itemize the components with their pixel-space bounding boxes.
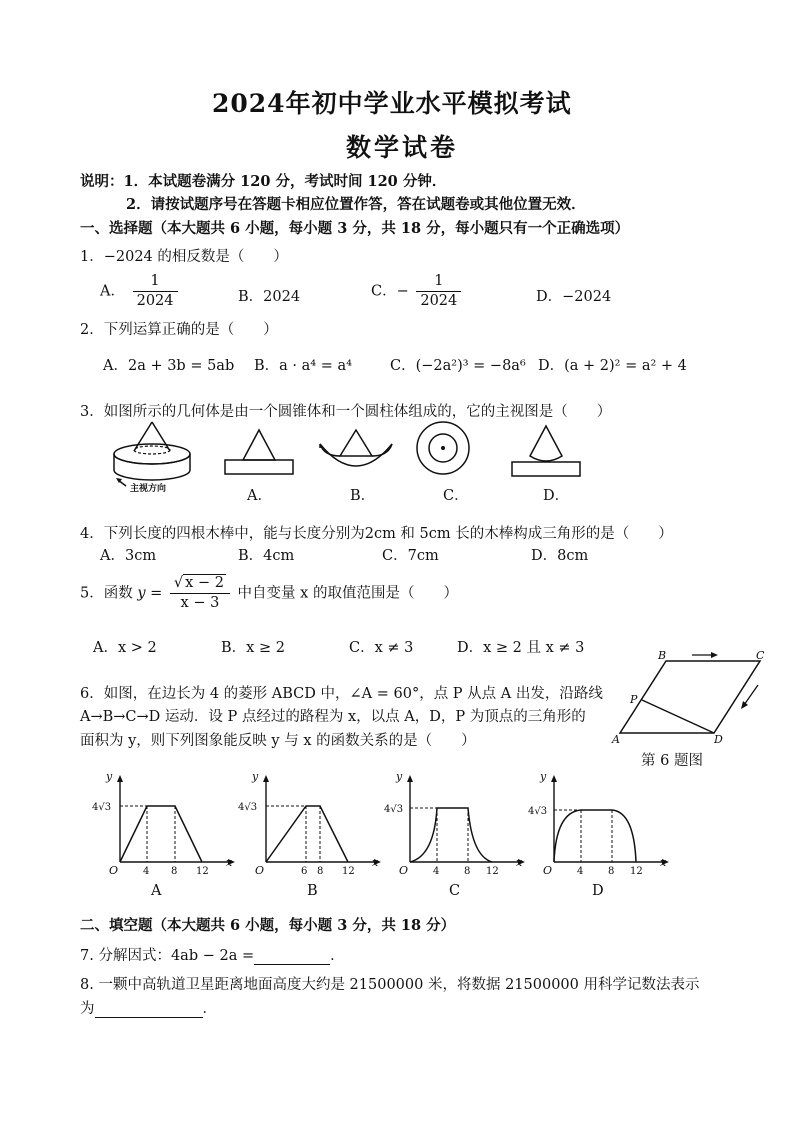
notes-line-1 [80,170,446,191]
graph-b-tick-2: 8 [317,866,324,877]
q4-option-c: C．7cm [382,548,439,564]
graph-d-tick-3: 12 [630,866,643,877]
q5-stem-post: 中自变量 x 的取值范围是（ ） [237,585,458,602]
q7 [80,944,345,965]
q6-line-3: 面积为 y，则下列图象能反映 y 与 x 的函数关系的是（ ） [80,733,476,749]
graph-a-tick-1: 4 [143,866,150,877]
q1-c-den: 2024 [420,293,458,309]
q8-line-1: 8. 一颗中高轨道卫星距离地面高度大约是 21500000 米，将数据 21500000 用科学记数法表示 [80,977,700,993]
q5-func-y: y = [137,585,163,602]
q6-line-1: 6．如图，在边长为 4 的菱形 ABCD 中，∠A = 60°，点 P 从点 A 出发，沿路线 [80,686,603,702]
q5-option-b: B．x ≥ 2 [221,640,285,656]
q6-figure-caption: 第 6 题图 [641,753,703,769]
graph-d-tick-2: 8 [608,866,615,877]
q6-graph-b-label: B [307,883,318,899]
rhombus-label-b: B [658,649,667,662]
q6-rhombus-figure [610,645,780,745]
q3-label-c: C． [443,488,469,504]
graph-d-ymax: 4√3 [528,806,548,817]
q4-option-a: A．3cm [100,548,157,564]
q5-option-a: A．x > 2 [93,640,157,656]
graph-d-tick-1: 4 [577,866,584,877]
q8-prefix: 为 [80,1001,95,1017]
q4-option-d: D．8cm [531,548,589,564]
q8-answer-blank[interactable] [95,1001,203,1018]
q3-label-b: B． [350,488,376,504]
q6-graph-c [382,770,532,880]
graph-a-x-label: x [226,856,233,869]
graph-c-x-label: x [516,856,523,869]
q5-numerator: √ x − 2 [170,574,230,594]
graph-b-origin: O [255,864,265,877]
graph-c-origin: O [399,864,409,877]
q2-option-d: D．(a + 2)² = a² + 4 [538,358,687,374]
q1-a-fraction [133,272,178,311]
graph-b-tick-1: 6 [301,866,308,877]
q6-graph-a-label: A [151,883,162,899]
q1-a-label: A． [100,283,125,300]
q4-stem: 4．下列长度的四根木棒中，能与长度分别为2cm 和 5cm 长的木棒构成三角形的是（ ） [80,526,673,542]
graph-c-tick-2: 8 [464,866,471,877]
q1-option-c [371,272,464,311]
q5-fraction [170,574,230,613]
q6-graph-d [526,770,676,880]
exam-subtitle: 数学试卷 [346,133,459,162]
section-2-heading: 二、填空题（本大题共 6 小题，每小题 3 分，共 18 分） [80,917,456,934]
graph-d-x-label: x [660,856,667,869]
q3-stem: 3．如图所示的几何体是由一个圆锥体和一个圆柱体组成的，它的主视图是（ ） [80,404,612,420]
q5-stem [80,574,458,613]
graph-b-tick-3: 12 [342,866,355,877]
notes-prefix: 说明： [80,173,124,190]
q6-graph-d-label: D [592,883,604,899]
graph-a-tick-2: 8 [171,866,178,877]
q1-option-d: D．−2024 [536,289,612,305]
q7-stem: 7. 分解因式：4ab − 2a = [80,948,255,964]
note-1: 1．本试题卷满分 120 分，考试时间 120 分钟． [123,173,447,190]
q1-option-b: B．2024 [238,289,301,305]
q3-view-direction-label: 主视方向 [130,484,167,494]
q2-option-c: C．(−2a²)³ = −8a⁶ [390,358,526,374]
q3-option-d-figure [510,424,582,478]
graph-b-y-label: y [252,770,259,783]
q5-option-c: C．x ≠ 3 [349,640,414,656]
q6-line-2: A→B→C→D 运动．设 P 点经过的路程为 x，以点 A，D，P 为顶点的三角形的 [80,709,586,725]
graph-d-y-label: y [540,770,547,783]
q5-option-d: D．x ≥ 2 且 x ≠ 3 [457,640,585,656]
q6-graph-c-label: C [449,883,461,899]
graph-b-x-label: x [372,856,379,869]
rhombus-label-p: P [630,693,638,706]
q6-graph-a [92,770,242,880]
q1-option-a [100,272,181,311]
q8-end: ． [202,1001,217,1017]
graph-a-y-label: y [106,770,113,783]
q2-option-b: B．a · a⁴ = a⁴ [254,358,352,374]
graph-c-ymax: 4√3 [384,804,404,815]
q5-stem-pre: 5．函数 [80,585,133,602]
graph-a-ymax: 4√3 [92,802,112,813]
q3-option-a-figure [223,428,295,476]
q1-c-fraction [416,272,461,311]
rhombus-label-c: C [756,649,765,662]
q5-denominator: x − 3 [180,595,220,611]
graph-c-y-label: y [396,770,403,783]
q1-stem: 1．−2024 的相反数是（ ） [80,249,288,265]
q8-line-2 [80,997,217,1018]
q7-end: ． [330,948,345,964]
graph-a-origin: O [109,864,119,877]
q3-label-d: D． [543,488,570,504]
graph-c-tick-1: 4 [433,866,440,877]
q5-radicand: x − 2 [185,575,224,591]
rhombus-label-a: A [612,733,620,746]
q2-stem: 2．下列运算正确的是（ ） [80,322,278,338]
section-1-heading: 一、选择题（本大题共 6 小题，每小题 3 分，共 18 分，每小题只有一个正确选项） [80,220,630,237]
q3-option-c-figure [415,420,471,476]
exam-title: 2024年初中学业水平模拟考试 [212,89,572,118]
q1-c-label: C．− [371,283,409,300]
graph-b-ymax: 4√3 [238,802,258,813]
q1-a-num: 1 [133,272,178,292]
q6-graph-b [238,770,388,880]
graph-a-tick-3: 12 [196,866,209,877]
q7-answer-blank[interactable] [254,948,330,965]
rhombus-label-d: D [714,733,723,746]
note-2: 2．请按试题序号在答题卡相应位置作答，答在试题卷或其他位置无效． [126,196,586,213]
q1-c-num: 1 [416,272,461,292]
q3-label-a: A． [247,488,272,504]
graph-d-origin: O [543,864,553,877]
q4-option-b: B．4cm [238,548,295,564]
graph-c-tick-3: 12 [486,866,499,877]
q3-option-b-figure [318,428,394,474]
q1-a-den: 2024 [136,293,174,309]
q2-option-a: A．2a + 3b = 5ab [103,358,235,374]
